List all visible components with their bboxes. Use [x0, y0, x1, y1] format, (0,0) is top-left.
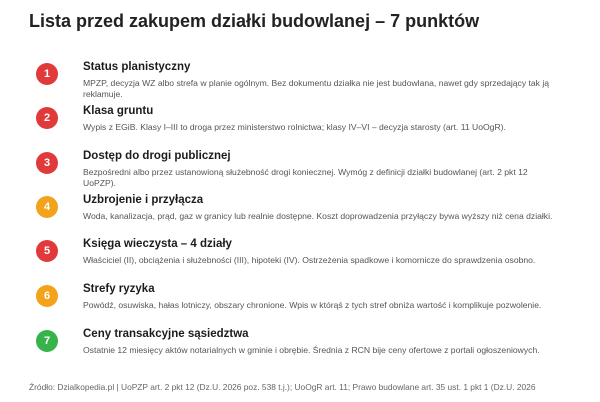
item-title: Klasa gruntu	[83, 105, 154, 117]
item-description: Wypis z EGiB. Klasy I–III to droga przez ministerstwo rolnictwa; klasy IV–VI – decyzja starosty (art. 11 UoOgR).	[83, 122, 506, 132]
page-title: Lista przed zakupem działki budowlanej – 7 punktów	[29, 11, 480, 31]
item-title: Strefy ryzyka	[83, 283, 155, 295]
number-badge: 6	[36, 285, 58, 307]
item-description: Właściciel (II), obciążenia i służebności (III), hipoteki (IV). Ostrzeżenia spadkowe i komornicze do sprawdzenia osobno.	[83, 255, 536, 265]
item-description: Bezpośredni albo przez ustanowioną służebność drogi koniecznej. Wymóg z definicji działki budowlanej (art. 2 pkt 12 UoPZP).	[83, 167, 528, 188]
item-title: Status planistyczny	[83, 61, 191, 73]
number-badge: 4	[36, 196, 58, 218]
item-description: Ostatnie 12 miesięcy aktów notarialnych w gminie i obrębie. Średnia z RCN bije ceny ofertowe z portali ogłoszeniowych.	[83, 345, 540, 355]
item-title: Księga wieczysta – 4 działy	[83, 238, 232, 250]
number-badge: 7	[36, 330, 58, 352]
source-footnote: Źródło: Dzialkopedia.pl | UoPZP art. 2 pkt 12 (Dz.U. 2026 poz. 538 t.j.); UoOgR art. 11; Prawo budowlane art. 35 ust. 1 pkt 1 (Dz.U. 2026	[29, 382, 536, 392]
item-title: Dostęp do drogi publicznej	[83, 150, 231, 162]
item-title: Uzbrojenie i przyłącza	[83, 194, 204, 206]
number-badge: 2	[36, 107, 58, 129]
number-badge: 1	[36, 63, 58, 85]
item-description: MPZP, decyzja WZ albo strefa w planie ogólnym. Bez dokumentu działka nie jest budowlana, nawet gdy sprzedający tak ją reklamuje.	[83, 78, 550, 99]
number-badge: 3	[36, 152, 58, 174]
number-badge: 5	[36, 240, 58, 262]
item-description: Woda, kanalizacja, prąd, gaz w granicy lub realnie dostępne. Koszt doprowadzenia przyłączy bywa wyższy niż cena działki.	[83, 211, 553, 221]
item-title: Ceny transakcyjne sąsiedztwa	[83, 328, 249, 340]
item-description: Powódź, osuwiska, hałas lotniczy, obszary chronione. Wpis w którąś z tych stref obniża wartość i komplikuje pozwolenie.	[83, 300, 542, 310]
